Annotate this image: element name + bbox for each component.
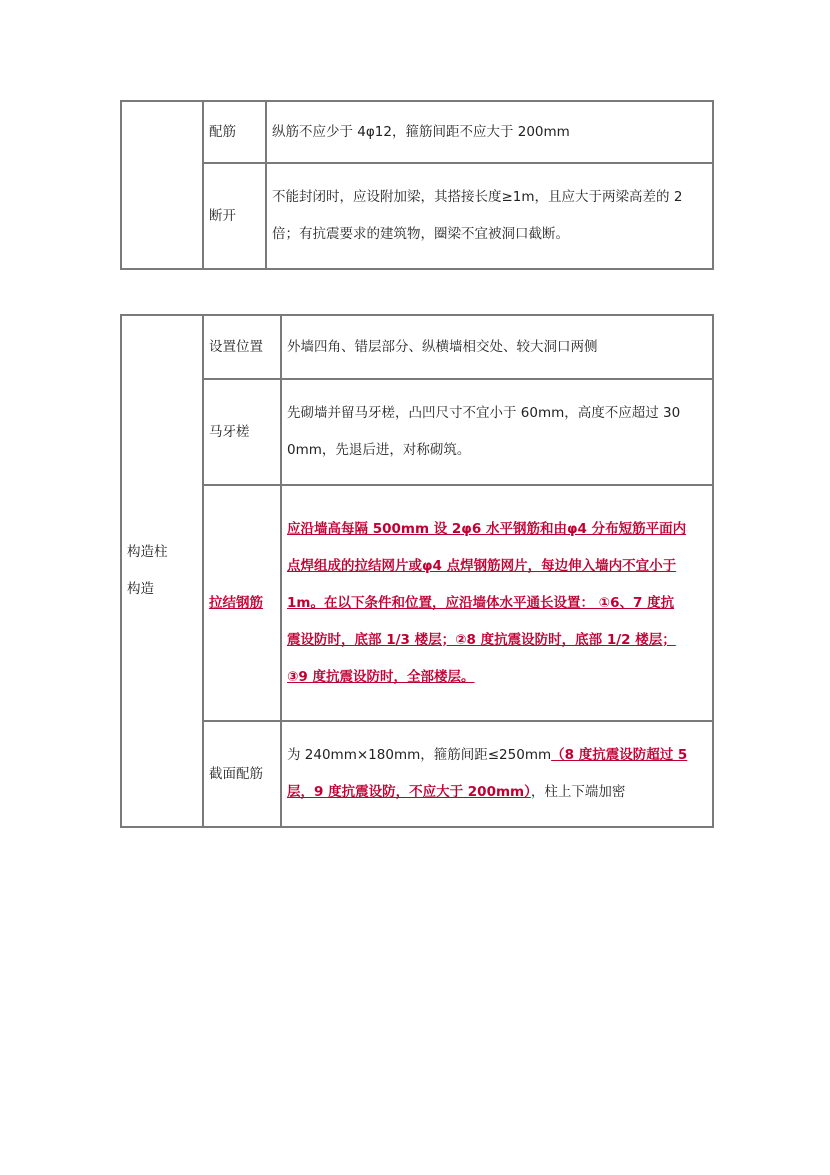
table-row: [121, 379, 713, 485]
row-content: 外墙四角、错层部分、纵横墙相交处、较大洞口两侧: [281, 315, 713, 379]
content-line: 应沿墙高每隔 500mm 设 2φ6 水平钢筋和由φ4 分布短筋平面内: [287, 520, 687, 537]
row-content: [266, 163, 713, 269]
row-label: 截面配筋: [203, 721, 281, 827]
table-row: [121, 101, 713, 163]
table-row: [121, 163, 713, 269]
content-line: [287, 737, 707, 774]
table-row: [121, 721, 713, 827]
group-label-cell: [121, 315, 203, 827]
content-text-highlighted: 层，9 度抗震设防，不应大于 200mm）: [287, 784, 531, 800]
row-content-highlighted: [281, 485, 713, 721]
content-text-highlighted: （8 度抗震设防超过 5: [551, 747, 688, 763]
content-line: [287, 774, 707, 811]
group-label-line: 构造: [127, 581, 154, 597]
content-line: 震设防时，底部 1/3 楼层；②8 度抗震设防时，底部 1/2 楼层；: [287, 631, 676, 648]
content-line: 点焊组成的拉结网片或φ4 点焊钢筋网片，每边伸入墙内不宜小于: [287, 557, 677, 574]
row-label: 设置位置: [203, 315, 281, 379]
content-line: 先砌墙并留马牙槎，凸凹尺寸不宜小于 60mm，高度不应超过 30: [287, 405, 681, 421]
table-structural-column: [120, 314, 714, 828]
table-row: [121, 485, 713, 721]
row-content: [281, 379, 713, 485]
row-label: 配筋: [203, 101, 266, 163]
content-line: 不能封闭时，应设附加梁，其搭接长度≥1m，且应大于两梁高差的 2: [272, 189, 683, 205]
content-line: 0mm，先退后进，对称砌筑。: [287, 442, 471, 458]
table-ring-beam: [120, 100, 714, 270]
row-content: 纵筋不应少于 4φ12，箍筋间距不应大于 200mm: [266, 101, 713, 163]
row-label-highlighted: 拉结钢筋: [203, 485, 281, 721]
content-text: ，柱上下端加密: [530, 784, 626, 800]
content-line: 倍；有抗震要求的建筑物，圈梁不宜被洞口截断。: [272, 226, 569, 242]
group-cell-empty: [121, 101, 203, 269]
table-row: [121, 315, 713, 379]
row-label: 断开: [203, 163, 266, 269]
content-line: 1m。在以下条件和位置，应沿墙体水平通长设置： ①6、7 度抗: [287, 594, 675, 611]
row-label: 马牙槎: [203, 379, 281, 485]
content-text: 为 240mm×180mm，箍筋间距≤250mm: [287, 747, 552, 763]
row-content: [281, 721, 713, 827]
group-label-line: 构造柱: [127, 544, 168, 560]
content-line: ③9 度抗震设防时，全部楼层。: [287, 668, 475, 685]
